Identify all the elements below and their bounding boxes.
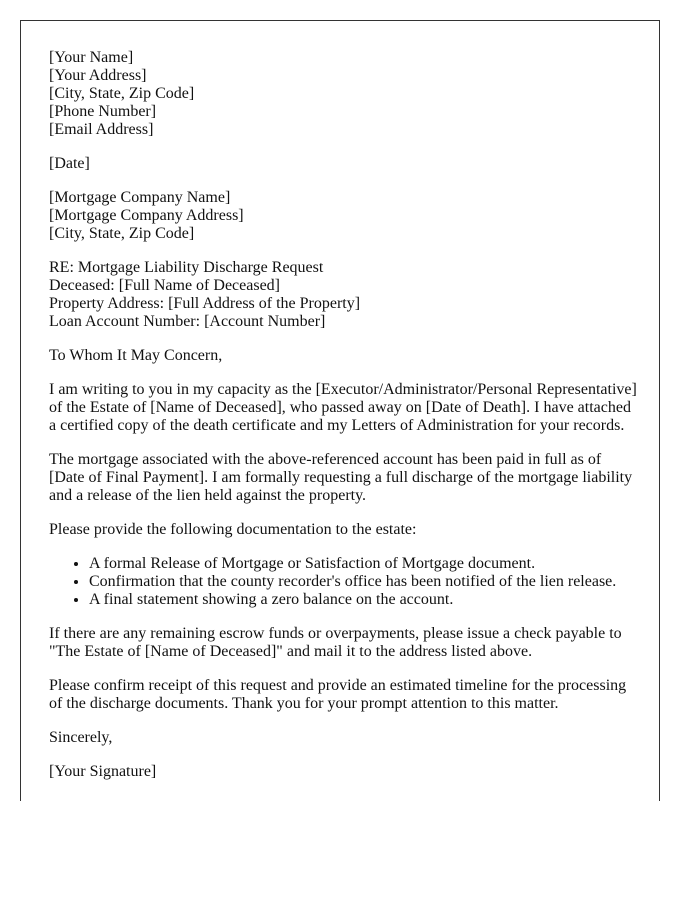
sender-block [49, 49, 639, 139]
recipient-block [49, 189, 639, 243]
paragraph-documentation-request: Please provide the following documentation to the estate: [49, 521, 417, 538]
requested-documents-list [49, 555, 639, 609]
recipient-company-address: [Mortgage Company Address] [49, 207, 244, 224]
recipient-company-name: [Mortgage Company Name] [49, 189, 231, 206]
list-item: • Confirmation that the county recorder's office has been notified of the lien release. [89, 573, 639, 591]
closing: Sincerely, [49, 729, 113, 746]
letter-content [49, 49, 639, 797]
paragraph-confirmation: Please confirm receipt of this request and provide an estimated timeline for the processing of the discharge documents. Thank you for your prompt attention to this matter. [49, 677, 627, 712]
paragraph-escrow: If there are any remaining escrow funds or overpayments, please issue a check payable to "The Estate of [Name of Deceased]" and mail it to the address listed above. [49, 625, 622, 660]
letter-page [20, 20, 660, 801]
sender-address: [Your Address] [49, 67, 147, 84]
reference-loan-account: Loan Account Number: [Account Number] [49, 313, 326, 330]
reference-block [49, 259, 639, 331]
paragraph-payment: The mortgage associated with the above-referenced account has been paid in full as of [Date of Final Payment]. I am formally requesting a full discharge of the mortgage liability and a release of the lien held against the property. [49, 451, 633, 504]
date-block [49, 155, 639, 173]
reference-deceased: Deceased: [Full Name of Deceased] [49, 277, 280, 294]
list-item: • A formal Release of Mortgage or Satisfaction of Mortgage document. [89, 555, 639, 573]
paragraph-capacity: I am writing to you in my capacity as the [Executor/Administrator/Personal Representative] of the Estate of [Name of Deceased], who passed away on [Date of Death]. I have attached a certified copy of the death certificate and my Letters of Administration for your records. [49, 381, 637, 434]
reference-property: Property Address: [Full Address of the Property] [49, 295, 361, 312]
sender-name: [Your Name] [49, 49, 134, 66]
signature: [Your Signature] [49, 763, 157, 780]
salutation: To Whom It May Concern, [49, 347, 223, 364]
list-item: • A final statement showing a zero balance on the account. [89, 591, 639, 609]
sender-city-state-zip: [City, State, Zip Code] [49, 85, 195, 102]
letter-date: [Date] [49, 155, 90, 172]
sender-email: [Email Address] [49, 121, 154, 138]
sender-phone: [Phone Number] [49, 103, 157, 120]
reference-subject: RE: Mortgage Liability Discharge Request [49, 259, 324, 276]
recipient-city-state-zip: [City, State, Zip Code] [49, 225, 195, 242]
